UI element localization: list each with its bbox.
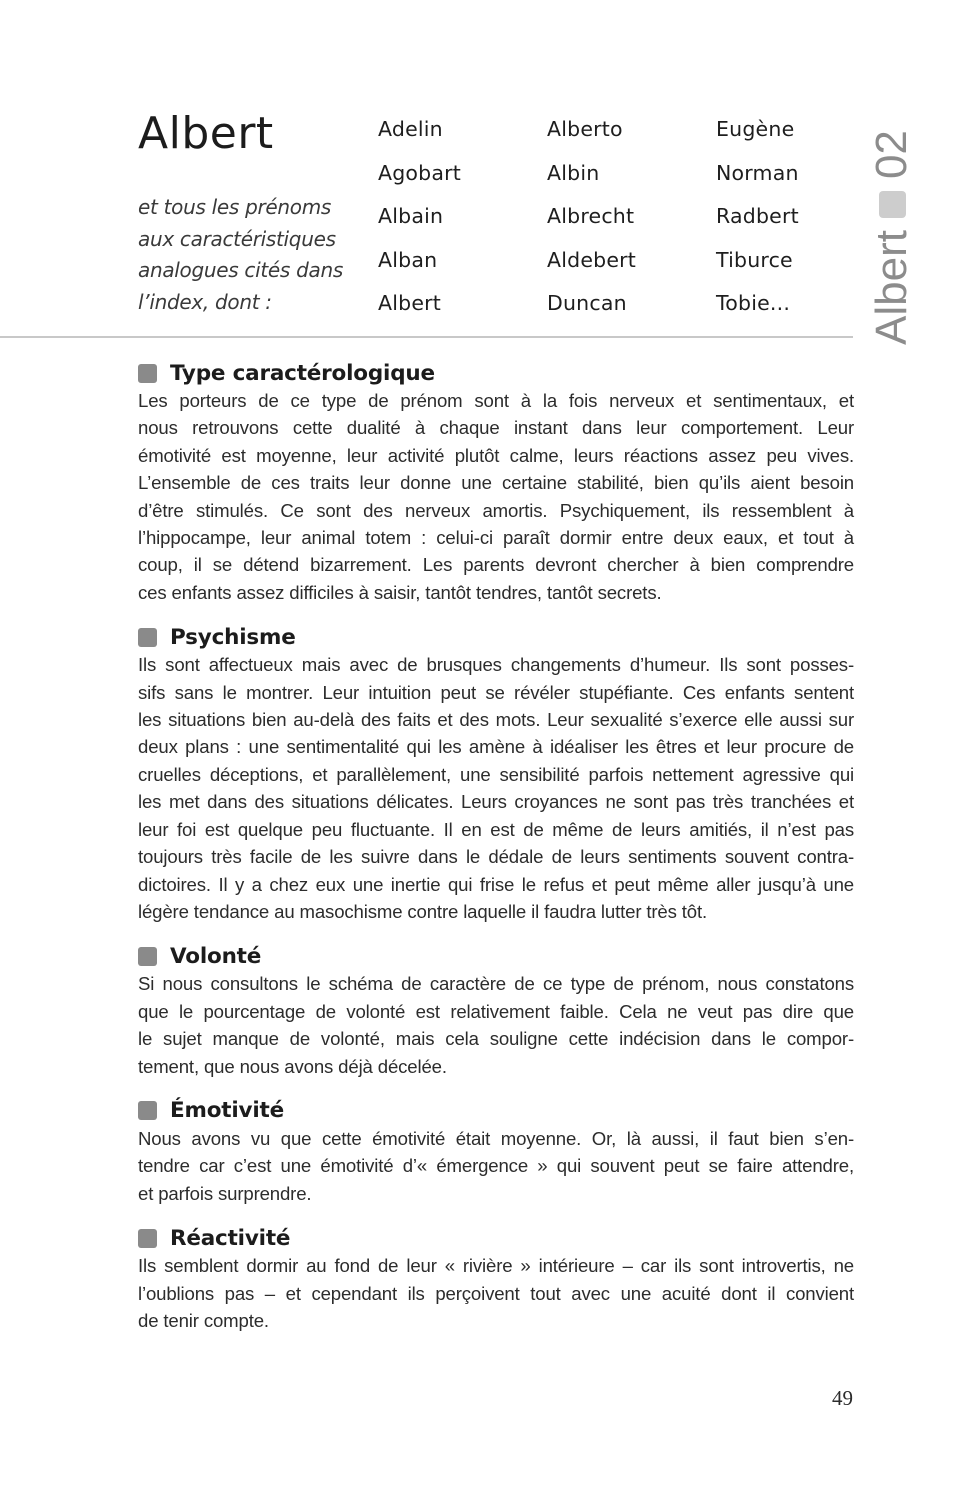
square-bullet-icon (138, 1101, 157, 1120)
body-line: les met dans des situations délicates. Leurs croyances ne sont pas très tranchées et (138, 791, 854, 813)
body-line: L’ensemble de ces traits leur donne une certaine stabilité, bien qu’ils aient besoin (138, 472, 854, 494)
section-heading (138, 359, 854, 387)
body-line: légère tendance au masochisme contre laquelle il faudra lutter très tôt. (138, 900, 708, 922)
name-item: Tiburce (716, 247, 793, 272)
body-line: le sujet manque de volonté, mais cela souligne cette indécision dans le compor- (138, 1028, 854, 1050)
body-line: émotivité est moyenne, leur activité plutôt calme, leurs réactions assez peu vives. (138, 444, 854, 466)
body-line: Ils sont affectueux mais avec de brusques changements d’humeur. Ils sont posses- (138, 654, 854, 676)
name-item: Duncan (547, 291, 627, 315)
body-line: Nous avons vu que cette émotivité était moyenne. Or, là aussi, il faut bien s’en- (138, 1127, 854, 1149)
page-number: 49 (832, 1386, 853, 1410)
side-tab-name: Albert (867, 230, 916, 345)
name-item: Alban (378, 247, 438, 272)
name-item: Alberto (547, 117, 623, 141)
section-body (138, 651, 854, 925)
name-item: Eugène (716, 117, 795, 141)
body-line: Ils semblent dormir au fond de leur « rivière » intérieure – car ils sont introvertis, ne (138, 1255, 854, 1277)
body-line: l’oublions pas – et cependant ils perçoivent tout avec une acuité dont il convient (138, 1282, 854, 1304)
name-item: Albert (378, 291, 442, 315)
body-line: de tenir compte. (138, 1309, 269, 1331)
section-psychisme (138, 623, 854, 925)
name-item: Tobie... (716, 291, 791, 315)
name-item: Aldebert (547, 247, 637, 272)
section-heading-text: Volonté (170, 943, 262, 969)
body-line: nous retrouvons cette dualité à chaque instant dans leur comportement. Leur (138, 417, 854, 439)
name-item: Adelin (378, 117, 443, 141)
names-column-1 (378, 113, 461, 331)
section-heading-text: Type caractérologique (170, 360, 435, 386)
body-line: toujours très facile de les suivre dans le dédale de leurs sentiments souvent contra- (138, 846, 854, 868)
chapter-side-tab (866, 115, 918, 345)
section-heading (138, 1097, 854, 1125)
body-line: coup, il se détend bizarrement. Les parents devront chercher à bien comprendre (138, 554, 854, 576)
body-line: d’être stimulés. Ce sont des nerveux amortis. Psychiquement, ils ressemblent à (138, 499, 854, 521)
main-content (138, 359, 854, 1351)
body-line: tendre car c’est une émotivité d’« émergence » qui souvent peut se faire attendre, (138, 1155, 854, 1177)
section-heading (138, 942, 854, 970)
name-item: Radbert (716, 204, 799, 228)
body-line: leur foi est quelque peu fluctuante. Il en est de même de leurs amitiés, il n’est pas (138, 818, 854, 840)
body-line: les situations bien au-delà des faits et des mots. Leur sexualité s’exerce elle aussi sur (138, 709, 854, 731)
section-heading (138, 1224, 854, 1252)
section-body (138, 387, 854, 606)
body-line: Les porteurs de ce type de prénom sont à la fois nerveux et sentimentaux, et (138, 390, 854, 411)
name-item: Agobart (378, 160, 462, 185)
section-emotivite (138, 1097, 854, 1207)
name-item: Albrecht (547, 204, 635, 228)
square-bullet-icon (138, 364, 157, 383)
body-line: dictoires. Il y a chez eux une inertie qui frise le refus et peut même aller jusqu’à une (138, 873, 854, 895)
header-divider (0, 336, 853, 338)
name-item: Albain (378, 204, 444, 228)
section-type-caracterologique (138, 359, 854, 606)
body-line: que le pourcentage de volonté est relativement faible. Cela ne veut pas dire que (138, 1000, 854, 1022)
body-line: l’hippocampe, leur animal totem : celui-ci paraît dormir entre deux eaux, et tout à (138, 527, 854, 549)
body-line: sifs sans le montrer. Leur intuition peut se révéler stupéfiante. Ces enfants sentent (138, 681, 854, 703)
body-line: Si nous consultons le schéma de caractère de ce type de prénom, nous constatons (138, 973, 854, 995)
section-reactivite (138, 1224, 854, 1334)
name-item: Norman (716, 160, 799, 185)
names-column-2 (547, 113, 636, 331)
square-icon (879, 191, 906, 218)
section-body (138, 1252, 854, 1334)
names-column-3 (716, 113, 799, 331)
body-line: deux plans : une sentimentalité qui les amène à idéaliser les êtres et leur procure de (138, 736, 854, 758)
body-line: cruelles déceptions, et parallèlement, une sensibilité parfois nettement agressive qui (138, 763, 854, 785)
page-title: Albert (138, 108, 274, 159)
name-item: Albin (547, 160, 600, 185)
section-volonte (138, 942, 854, 1080)
section-heading-text: Émotivité (170, 1098, 284, 1124)
section-body (138, 970, 854, 1080)
body-line: et parfois surprendre. (138, 1182, 312, 1204)
square-bullet-icon (138, 1229, 157, 1248)
section-heading-text: Réactivité (170, 1225, 291, 1251)
square-bullet-icon (138, 628, 157, 647)
body-line: tement, que nous avons déjà décelée. (138, 1055, 447, 1077)
side-tab-number: 02 (867, 130, 916, 180)
section-body (138, 1125, 854, 1207)
subtitle: et tous les prénoms aux caractéristiques analogues cités dans l’index, dont : (138, 195, 343, 315)
section-heading-text: Psychisme (170, 624, 296, 650)
section-heading (138, 623, 854, 651)
square-bullet-icon (138, 947, 157, 966)
body-line: ces enfants assez difficiles à saisir, tantôt tendres, tantôt secrets. (138, 581, 662, 603)
